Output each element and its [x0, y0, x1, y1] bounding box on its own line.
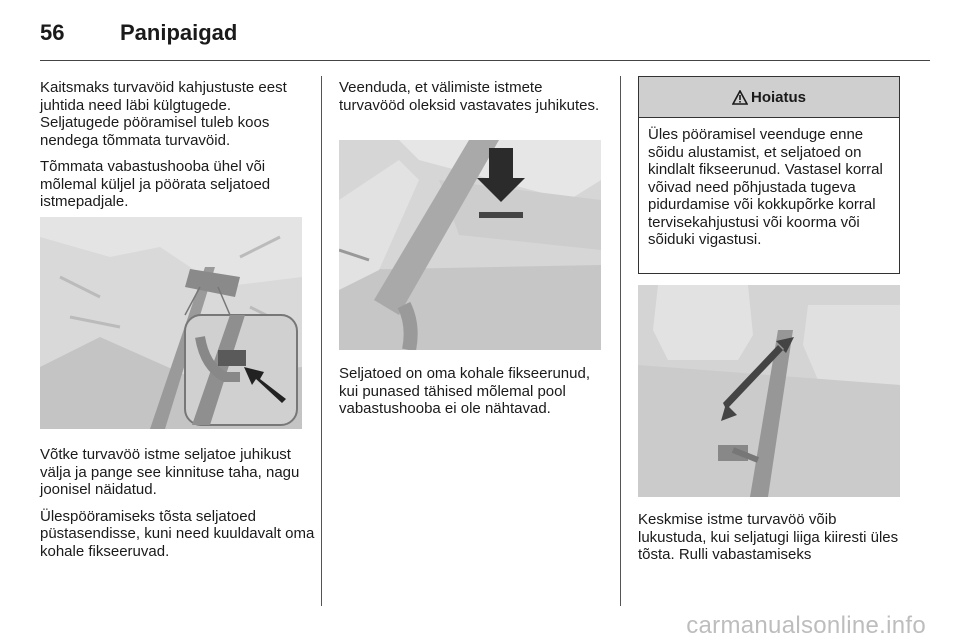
watermark: carmanualsonline.info — [686, 612, 926, 639]
header-rule — [40, 60, 930, 61]
paragraph: Kaitsmaks turvavöid kahjustuste eest juhtida need läbi külgtugede. Seljatugede pööramisel tuleb koos nendega tõmmata turvavöid. — [40, 79, 287, 149]
paragraph: Võtke turvavöö istme seljatoe juhikust välja ja pange see kinnituse taha, nagu joonisel näidatud. — [40, 446, 300, 498]
page-title: Panipaigad — [120, 20, 238, 45]
paragraph: Tõmmata vabastushooba ühel või mõlemal küljel ja pöörata seljatoed istmepadjale. — [40, 158, 271, 210]
page-number: 56 — [40, 20, 65, 45]
warning-box — [638, 76, 900, 274]
figure-seatbelt-guide — [40, 217, 302, 429]
column-2-top — [339, 79, 609, 123]
column-1-bottom — [40, 446, 315, 569]
warning-title: Hoiatus — [750, 88, 806, 106]
warning-triangle-icon — [732, 90, 748, 105]
figure-center-belt — [638, 285, 900, 497]
paragraph: Keskmise istme turvavöö võib lukustuda, kui seljatugi liiga kiiresti üles tõsta. Rulli vabastamiseks — [638, 511, 899, 563]
figure-belt-guides — [339, 140, 601, 350]
column-1-top — [40, 79, 310, 220]
column-divider-2 — [620, 76, 621, 606]
paragraph: Seljatoed on oma kohale fikseerunud, kui punased tähised mõlemal pool vabastushooba ei ole nähtavad. — [339, 365, 591, 417]
column-divider-1 — [321, 76, 322, 606]
paragraph: Ülespööramiseks tõsta seljatoed püstasendisse, kuni need kuuldavalt oma kohale fikseeruvad. — [40, 507, 315, 560]
page-header — [40, 14, 930, 54]
column-2-bottom — [339, 365, 611, 427]
paragraph: Veenduda, et välimiste istmete turvavööd oleksid vastavates juhikutes. — [339, 79, 600, 114]
warning-header — [639, 77, 899, 118]
warning-text: Üles pööramisel veenduge enne sõidu alustamist, et seljatoed on kindlalt fikseerunud. Vastasel korral võivad need põhjustada tugeva pidurdamise või kokkupõrke korral tervisekahjustusi või koorma või sõiduki vigastusi. — [648, 126, 883, 248]
column-3-bottom — [638, 511, 908, 573]
